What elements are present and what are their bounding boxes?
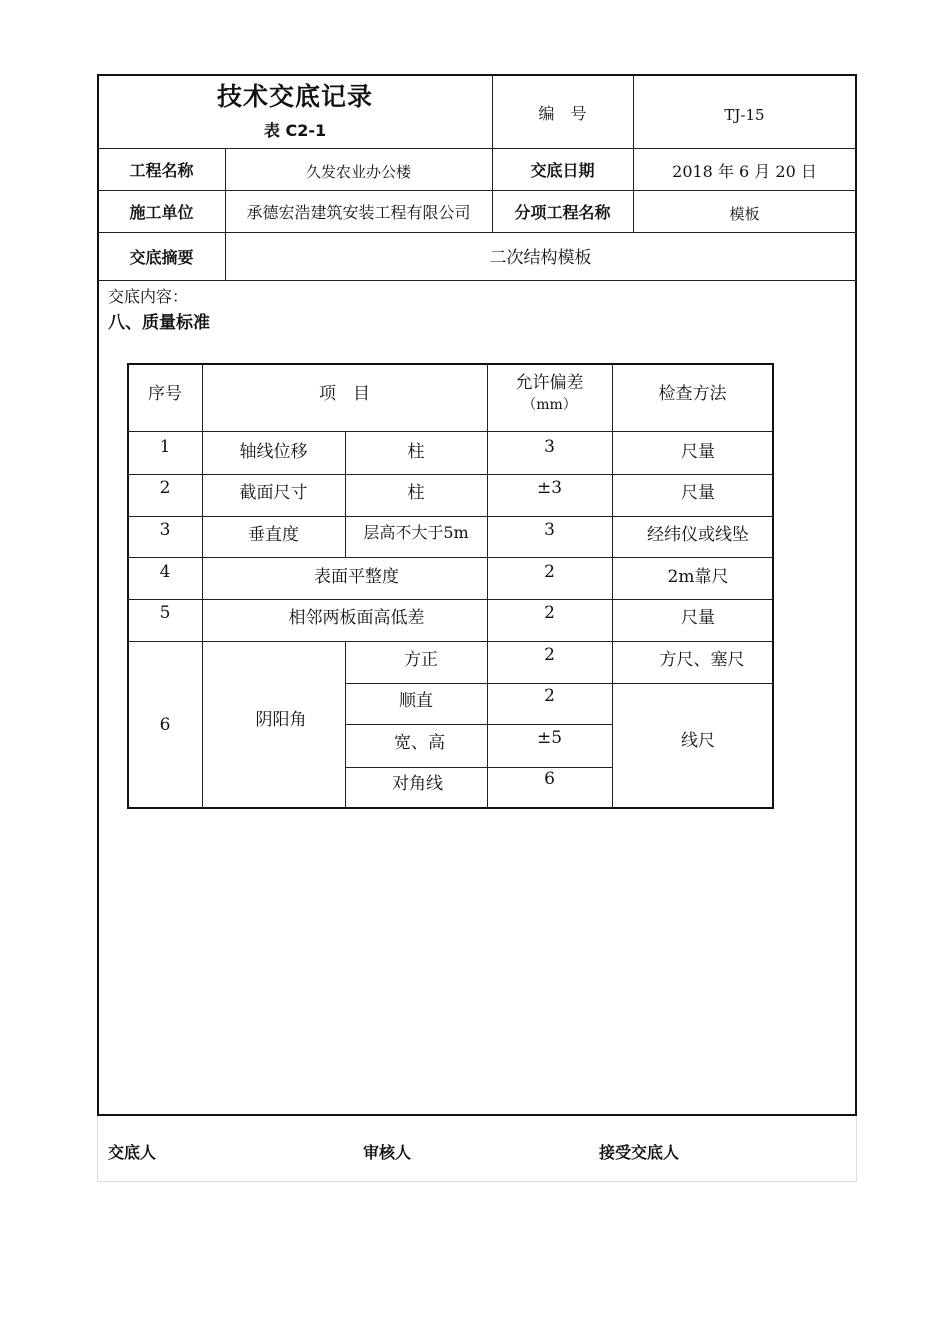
handover-date-value: 2018 年 6 月 20 日 <box>672 161 817 181</box>
project-name-label: 工程名称 <box>129 160 194 180</box>
table-row-no: 1 <box>159 437 171 457</box>
receiver-label: 接受交底人 <box>599 1143 680 1162</box>
reviewer-label: 审核人 <box>363 1143 412 1162</box>
summary-value: 二次结构模板 <box>489 247 592 268</box>
table-row-tolerance: ±3 <box>536 478 563 498</box>
header-method: 检查方法 <box>658 383 727 404</box>
table-row-sub: 顺直 <box>399 691 433 711</box>
grid-line <box>128 474 773 475</box>
form-number: 表 C2-1 <box>263 120 327 140</box>
table-row-sub: 柱 <box>407 483 425 503</box>
table-row-tolerance: 2 <box>544 562 555 582</box>
contractor-value: 承德宏浩建筑安装工程有限公司 <box>246 202 471 222</box>
table-row-sub: 对角线 <box>392 774 443 794</box>
table-row-item: 截面尺寸 <box>239 483 308 503</box>
table-row-method: 线尺 <box>681 730 715 751</box>
table-row-item: 轴线位移 <box>239 442 308 462</box>
table-row-method: 尺量 <box>681 483 715 503</box>
number-label: 编 号 <box>538 103 587 123</box>
table-row-sub: 层高不大于5m <box>363 523 469 542</box>
table-row-method: 尺量 <box>681 608 715 628</box>
table-row-no: 4 <box>159 562 171 582</box>
subitem-value: 模板 <box>729 204 760 223</box>
number-value: TJ-15 <box>724 106 765 124</box>
table-row-method: 2m靠尺 <box>667 567 729 587</box>
summary-label: 交底摘要 <box>129 247 194 267</box>
table-row-sub: 宽、高 <box>394 733 445 753</box>
signature-row <box>97 1116 857 1182</box>
table-row-tolerance: 3 <box>544 437 555 457</box>
table-row-tolerance: 2 <box>544 645 555 665</box>
table-row-tolerance: 6 <box>544 769 555 789</box>
grid-line <box>345 767 612 768</box>
table-row-tolerance: 3 <box>544 520 555 540</box>
section-title: 八、质量标准 <box>108 313 210 333</box>
header-tolerance-unit: （mm） <box>522 397 577 413</box>
header-tolerance: 允许偏差 <box>515 373 584 393</box>
table-row-item: 相邻两板面高低差 <box>288 608 425 628</box>
grid-line <box>345 724 612 725</box>
table-row-method: 尺量 <box>681 442 715 462</box>
grid-line <box>128 431 773 432</box>
presenter-label: 交底人 <box>108 1143 157 1162</box>
header-item: 项 目 <box>319 383 370 404</box>
content-intro: 交底内容： <box>108 287 189 306</box>
project-name-value: 久发农业办公楼 <box>305 162 411 181</box>
table-row-sub: 方正 <box>404 650 438 670</box>
subitem-label: 分项工程名称 <box>514 202 611 222</box>
table-row-tolerance: 2 <box>544 686 555 706</box>
grid-line <box>128 557 773 558</box>
table-row-item: 表面平整度 <box>314 567 399 587</box>
contractor-label: 施工单位 <box>129 202 194 222</box>
table-row-method: 方尺、塞尺 <box>659 650 745 670</box>
grid-line <box>128 516 773 517</box>
table-row-item: 阴阳角 <box>255 709 307 730</box>
table-row-item: 垂直度 <box>248 525 299 545</box>
header-no: 序号 <box>148 383 182 404</box>
table-row-tolerance: 2 <box>544 603 555 623</box>
table-row-tolerance: ±5 <box>536 728 563 748</box>
table-row-no: 3 <box>159 520 171 540</box>
table-row-sub: 柱 <box>407 442 425 462</box>
grid-line <box>98 280 856 281</box>
table-row-no: 5 <box>159 603 171 623</box>
table-row-method: 经纬仪或线坠 <box>647 525 749 545</box>
handover-date-label: 交底日期 <box>530 160 595 180</box>
form-title: 技术交底记录 <box>216 82 373 111</box>
table-row-no: 2 <box>159 478 171 498</box>
table-row-no: 6 <box>159 714 171 735</box>
grid-line <box>128 599 773 600</box>
